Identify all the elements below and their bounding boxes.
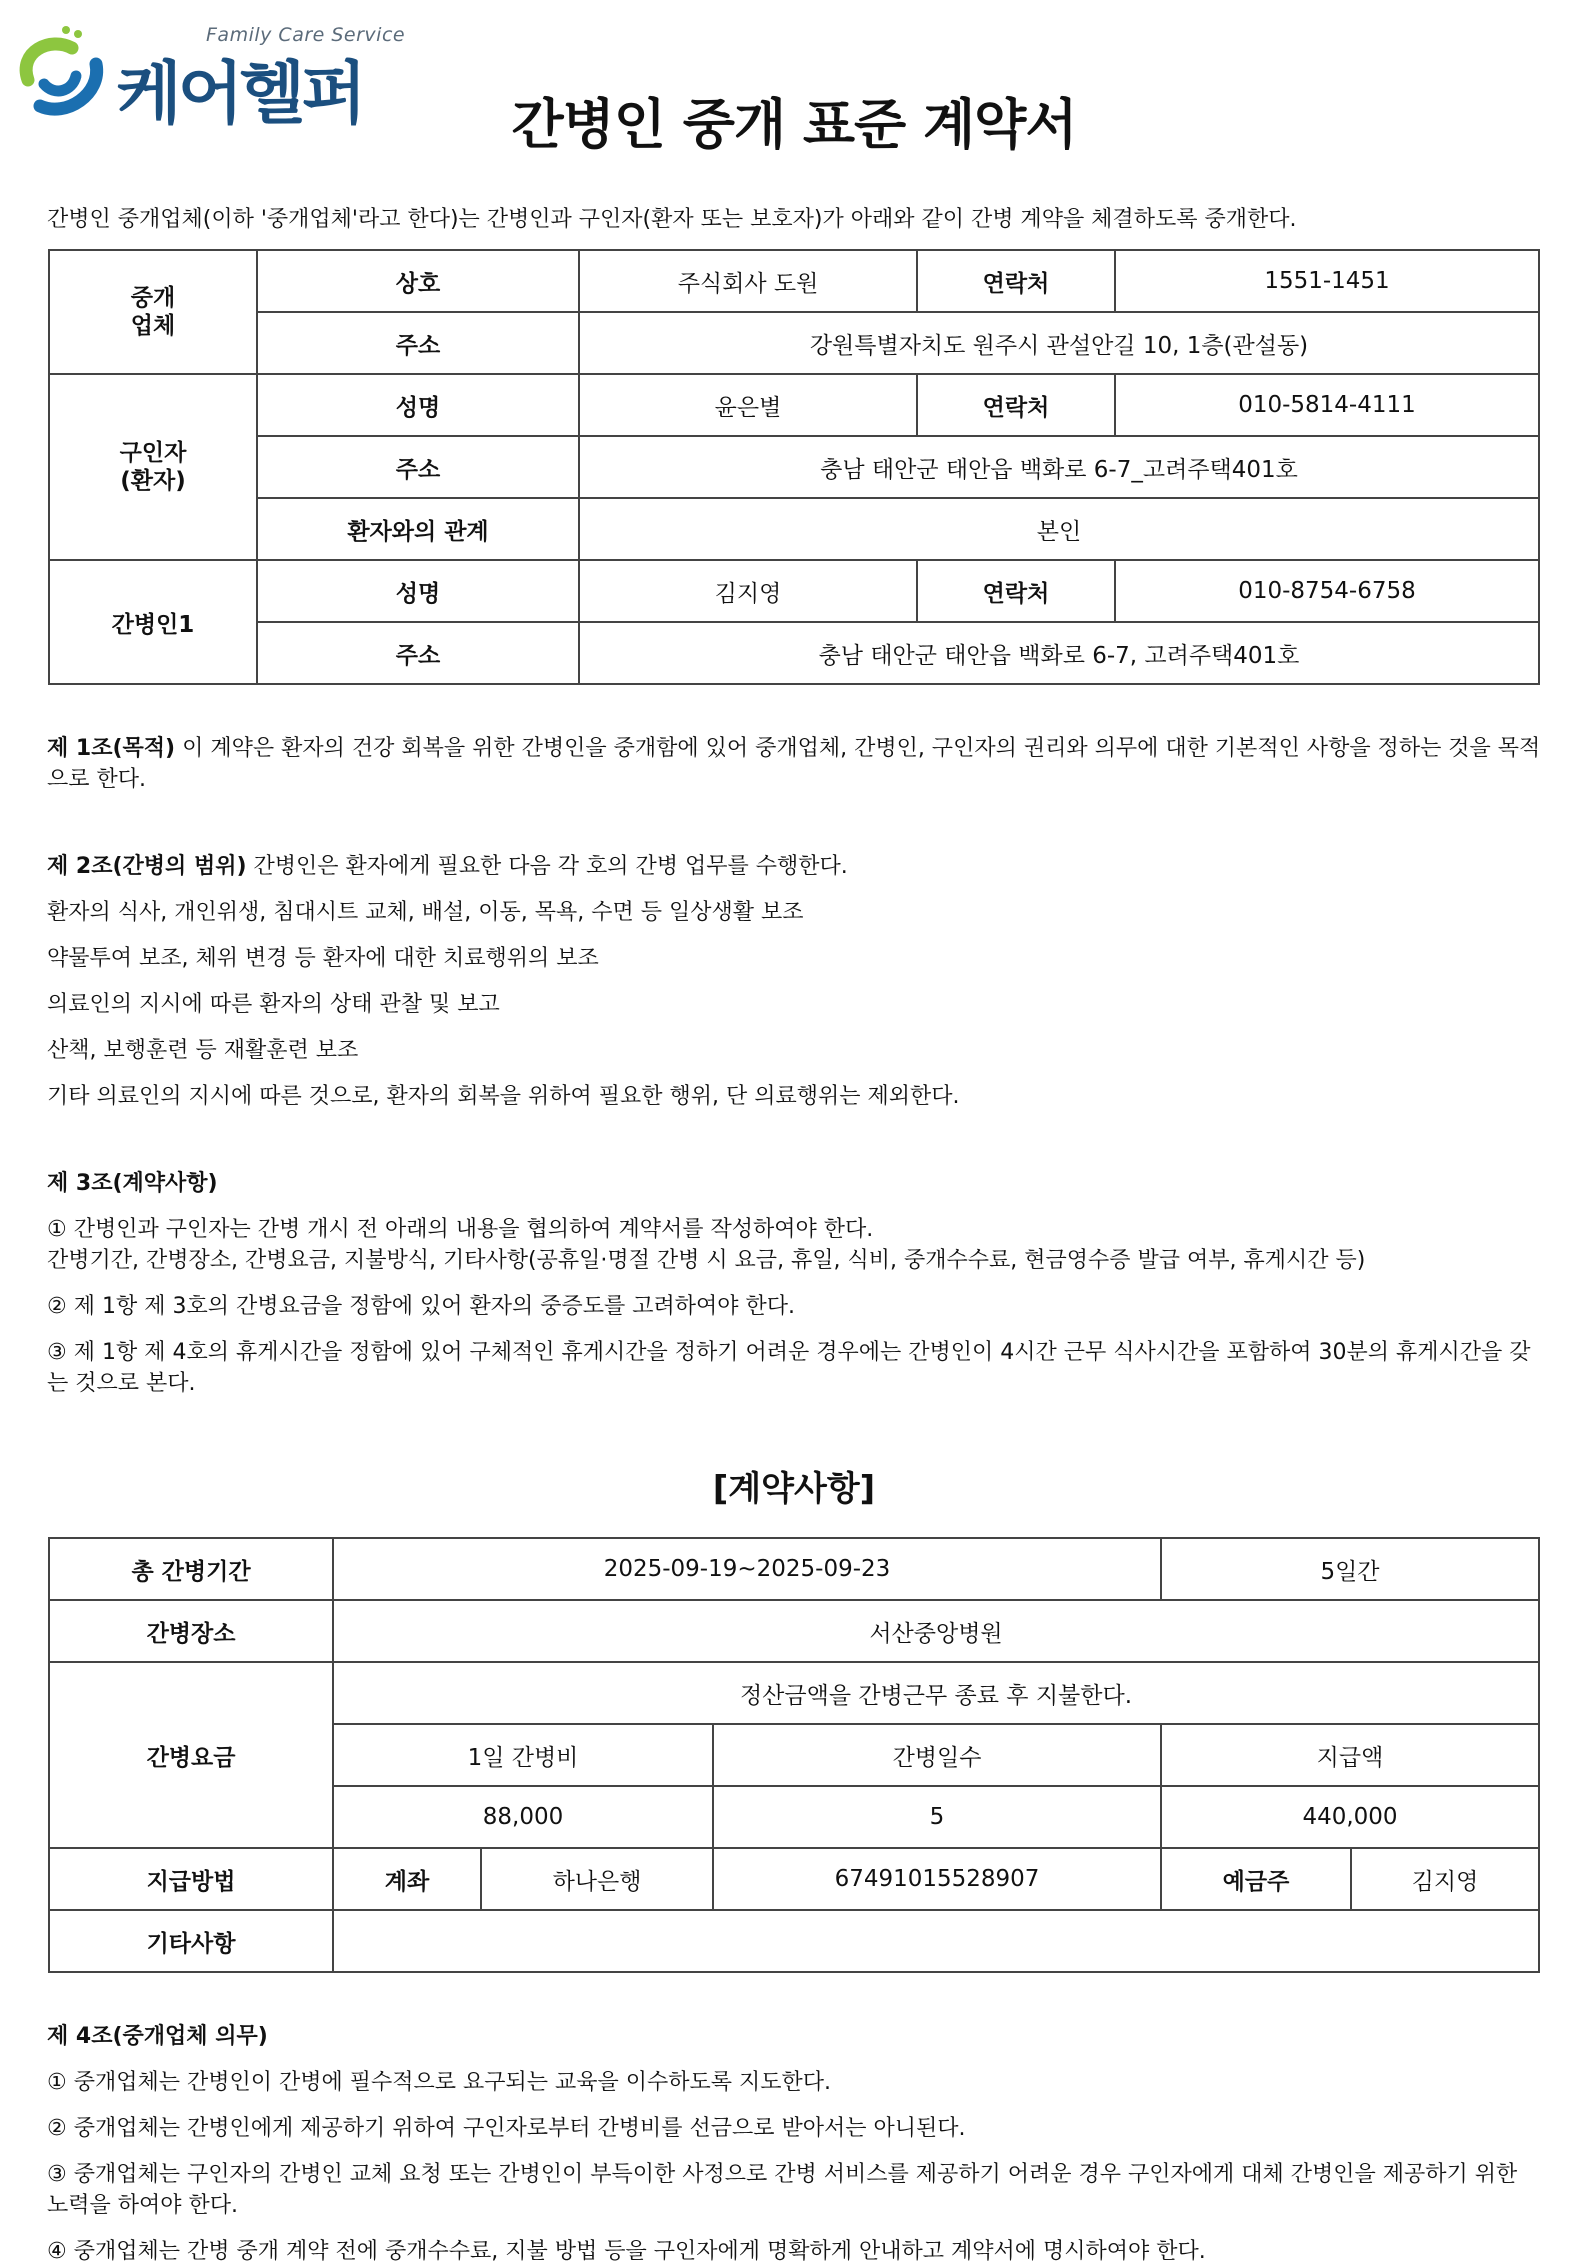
intro-text: 간병인 중개업체(이하 '중개업체'라고 한다)는 간병인과 구인자(환자 또는 보호자)가 아래와 같이 간병 계약을 체결하도록 중개한다.	[47, 207, 1297, 232]
logo-name: 케어헬퍼	[116, 55, 363, 134]
client-name-label: 성명	[257, 374, 579, 436]
day-count-value: 5	[713, 1786, 1161, 1848]
client-label: 구인자 (환자)	[49, 374, 257, 560]
period-value: 2025-09-19~2025-09-23	[333, 1538, 1161, 1600]
article-2-item: 산책, 보행훈련 등 재활훈련 보조	[47, 1038, 359, 1063]
article-2-item: 환자의 식사, 개인위생, 침대시트 교체, 배설, 이동, 목욕, 수면 등 일상생활 보조	[47, 900, 804, 925]
place-label: 간병장소	[49, 1600, 333, 1662]
period-label: 총 간병기간	[49, 1538, 333, 1600]
article-2-item: 기타 의료인의 지시에 따른 것으로, 환자의 회복을 위하여 필요한 행위, 단 의료행위는 제외한다.	[47, 1084, 960, 1109]
period-days: 5일간	[1161, 1538, 1539, 1600]
article-4-p3: ③ 중개업체는 구인자의 간병인 교체 요청 또는 간병인이 부득이한 사정으로 간병 서비스를 제공하기 어려운 경우 구인자에게 대체 간병인을 제공하기 위한 노력을 하여야 한다.	[47, 2162, 1518, 2218]
logo-tagline: Family Care Service	[206, 24, 406, 46]
article-3-p1: ① 간병인과 구인자는 간병 개시 전 아래의 내용을 협의하여 계약서를 작성하여야 한다.	[47, 1217, 874, 1242]
place-value: 서산중앙병원	[333, 1600, 1539, 1662]
article-3-p1b: 간병기간, 간병장소, 간병요금, 지불방식, 기타사항(공휴일·명절 간병 시 요금, 휴일, 식비, 중개수수료, 현금영수증 발급 여부, 휴게시간 등)	[47, 1248, 1366, 1273]
caregiver-contact-label: 연락처	[917, 560, 1115, 622]
caregiver-addr: 충남 태안군 태안읍 백화로 6-7, 고려주택401호	[579, 622, 1539, 684]
caregiver-contact: 010-8754-6758	[1115, 560, 1539, 622]
article-2	[47, 851, 1542, 1112]
article-2-head: 제 2조(간병의 범위)	[47, 854, 247, 879]
fee-label: 간병요금	[49, 1662, 333, 1848]
article-3-head: 제 3조(계약사항)	[47, 1171, 218, 1196]
caregiver-addr-label: 주소	[257, 622, 579, 684]
article-3-p3: ③ 제 1항 제 4호의 휴게시간을 정함에 있어 구체적인 휴게시간을 정하기 어려운 경우에는 간병인이 4시간 근무 식사시간을 포함하여 30분의 휴게시간을 갖는 것으로 본다.	[47, 1340, 1531, 1396]
day-count-label: 간병일수	[713, 1724, 1161, 1786]
etc-value	[333, 1910, 1539, 1972]
client-rel-label: 환자와의 관계	[257, 498, 579, 560]
article-2-item: 약물투여 보조, 체위 변경 등 환자에 대한 치료행위의 보조	[47, 946, 599, 971]
daily-fee-label: 1일 간병비	[333, 1724, 713, 1786]
parties-table	[48, 249, 1540, 685]
article-4-p4: ④ 중개업체는 간병 중개 계약 전에 중개수수료, 지불 방법 등을 구인자에게 명확하게 안내하고 계약서에 명시하여야 한다.	[47, 2239, 1206, 2264]
client-addr: 충남 태안군 태안읍 백화로 6-7_고려주택401호	[579, 436, 1539, 498]
article-1-text: 이 계약은 환자의 건강 회복을 위한 간병인을 중개함에 있어 중개업체, 간병인, 구인자의 권리와 의무에 대한 기본적인 사항을 정하는 것을 목적으로 한다.	[47, 736, 1541, 792]
client-contact-label: 연락처	[917, 374, 1115, 436]
etc-label: 기타사항	[49, 1910, 333, 1972]
agency-label: 중개 업체	[49, 250, 257, 374]
article-2-text: 간병인은 환자에게 필요한 다음 각 호의 간병 업무를 수행한다.	[246, 854, 848, 879]
article-4-p1: ① 중개업체는 간병인이 간병에 필수적으로 요구되는 교육을 이수하도록 지도한다.	[47, 2070, 831, 2095]
agency-contact-label: 연락처	[917, 250, 1115, 312]
article-2-item: 의료인의 지시에 따른 환자의 상태 관찰 및 보고	[47, 992, 500, 1017]
article-3-p2: ② 제 1항 제 3호의 간병요금을 정함에 있어 환자의 중증도를 고려하여야 한다.	[47, 1294, 795, 1319]
article-4	[47, 2021, 1542, 2267]
account-label: 계좌	[333, 1848, 481, 1910]
article-4-head: 제 4조(중개업체 의무)	[47, 2024, 268, 2049]
agency-contact: 1551-1451	[1115, 250, 1539, 312]
client-addr-label: 주소	[257, 436, 579, 498]
holder-name: 김지영	[1351, 1848, 1539, 1910]
fee-note: 정산금액을 간병근무 종료 후 지불한다.	[333, 1662, 1539, 1724]
article-4-p2: ② 중개업체는 간병인에게 제공하기 위하여 구인자로부터 간병비를 선금으로 받아서는 아니된다.	[47, 2116, 966, 2141]
client-contact: 010-5814-4111	[1115, 374, 1539, 436]
agency-addr: 강원특별자치도 원주시 관설안길 10, 1층(관설동)	[579, 312, 1539, 374]
agency-name: 주식회사 도원	[579, 250, 917, 312]
bank-name: 하나은행	[481, 1848, 713, 1910]
payment-label: 지급방법	[49, 1848, 333, 1910]
document-title: 간병인 중개 표준 계약서	[511, 93, 1077, 156]
holder-label: 예금주	[1161, 1848, 1351, 1910]
client-name: 윤은별	[579, 374, 917, 436]
contract-table	[48, 1537, 1540, 1973]
account-number: 67491015528907	[713, 1848, 1161, 1910]
daily-fee-value: 88,000	[333, 1786, 713, 1848]
agency-addr-label: 주소	[257, 312, 579, 374]
article-3	[47, 1168, 1542, 1399]
article-1	[47, 733, 1542, 795]
agency-name-label: 상호	[257, 250, 579, 312]
total-value: 440,000	[1161, 1786, 1539, 1848]
caregiver-name-label: 성명	[257, 560, 579, 622]
client-rel: 본인	[579, 498, 1539, 560]
article-1-head: 제 1조(목적)	[47, 736, 176, 761]
total-label: 지급액	[1161, 1724, 1539, 1786]
caregiver-name: 김지영	[579, 560, 917, 622]
caregiver-label: 간병인1	[49, 560, 257, 684]
contract-title: [계약사항]	[712, 1469, 876, 1509]
